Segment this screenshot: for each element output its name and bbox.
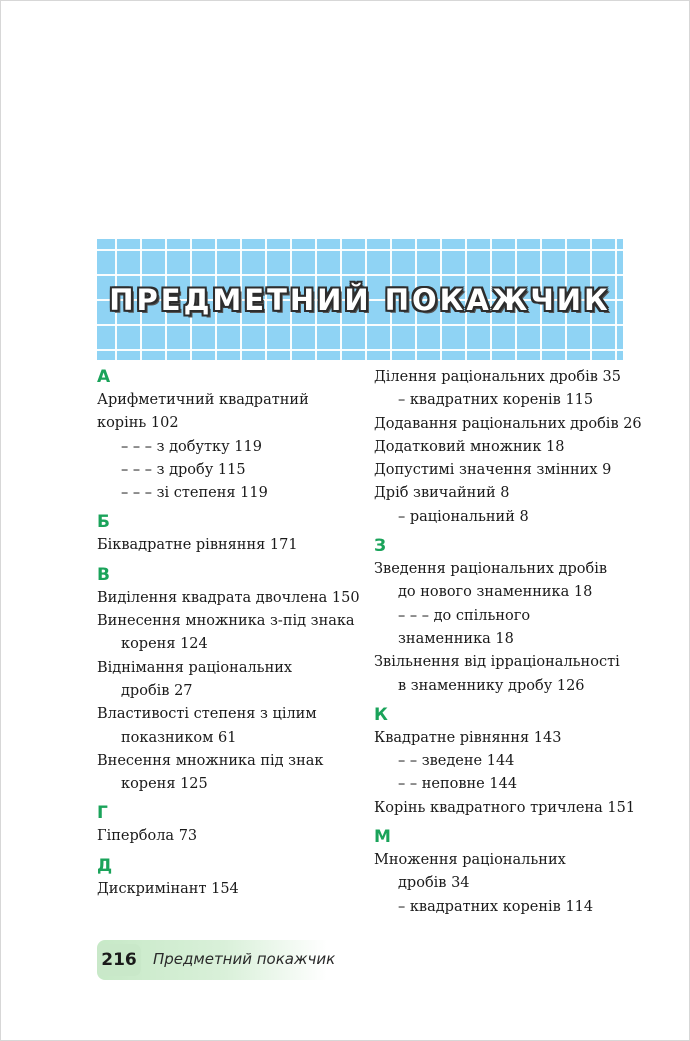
page-title: ПРЕДМЕТНИЙ ПОКАЖЧИК — [109, 283, 611, 317]
index-entry: Дріб звичайний 8 — [374, 485, 510, 502]
index-entry: Додавання раціональних дробів 26 — [374, 415, 642, 432]
index-letter-heading: В — [97, 564, 110, 585]
index-entry: Біквадратне рівняння 171 — [97, 537, 298, 554]
index-column-right — [374, 366, 644, 919]
index-subentry: – квадратних коренів 114 — [398, 898, 594, 915]
index-subentry: – – зведене 144 — [398, 753, 515, 770]
running-title: Предметний покажчик — [153, 950, 336, 968]
index-entry: Віднімання раціональних — [97, 659, 293, 676]
index-subentry: – – – з дробу 115 — [121, 461, 246, 478]
index-entry: корінь 102 — [97, 415, 179, 432]
index-subentry: до нового знаменника 18 — [398, 584, 593, 601]
index-subentry: знаменника 18 — [398, 630, 514, 647]
index-column-left — [97, 366, 359, 901]
index-entry: Додатковий множник 18 — [374, 438, 565, 455]
index-entry: Квадратне рівняння 143 — [374, 729, 562, 746]
index-entry: Ділення раціональних дробів 35 — [374, 369, 621, 385]
index-entry: Множення раціональних — [374, 852, 566, 869]
index-letter-heading: З — [374, 536, 387, 557]
index-subentry: – – – зі степеня 119 — [121, 485, 268, 502]
index-letter-heading: М — [374, 827, 391, 848]
index-subentry: – – неповне 144 — [398, 776, 518, 793]
index-entry: Винесення множника з-під знака — [97, 613, 355, 630]
index-entry: Виділення квадрата двочлена 150 — [97, 589, 360, 606]
index-entry: Корінь квадратного тричлена 151 — [374, 799, 636, 816]
index-entry: Зведення раціональних дробів — [374, 561, 607, 578]
title-banner — [97, 239, 623, 360]
index-subentry: дробів 34 — [398, 875, 470, 892]
index-subentry: – раціональний 8 — [398, 508, 529, 525]
index-subentry: кореня 124 — [121, 636, 208, 653]
index-subentry: дробів 27 — [121, 682, 193, 699]
index-letter-heading: Д — [97, 855, 113, 876]
index-letter-heading: К — [374, 704, 388, 725]
index-subentry: – квадратних коренів 115 — [398, 392, 594, 409]
index-entry: Дискримінант 154 — [97, 880, 239, 897]
index-subentry: кореня 125 — [121, 776, 208, 793]
index-letter-heading: А — [97, 367, 111, 387]
index-entry: Звільнення від ірраціональності — [374, 654, 620, 671]
index-subentry: в знаменнику дробу 126 — [398, 677, 585, 694]
index-entry: Гіпербола 73 — [97, 828, 198, 845]
index-letter-heading: Б — [97, 512, 110, 533]
index-entry: Арифметичний квадратний — [97, 392, 309, 408]
index-entry: Властивості степеня з цілим — [97, 706, 317, 723]
index-entry: Допустимі значення змінних 9 — [374, 462, 612, 479]
index-letter-heading: Г — [97, 803, 108, 824]
page-number: 216 — [97, 944, 141, 976]
index-entry: Внесення множника під знак — [97, 752, 324, 769]
index-subentry: показником 61 — [121, 729, 237, 746]
index-subentry: – – – з добутку 119 — [121, 438, 262, 455]
index-subentry: – – – до спільного — [398, 607, 531, 624]
